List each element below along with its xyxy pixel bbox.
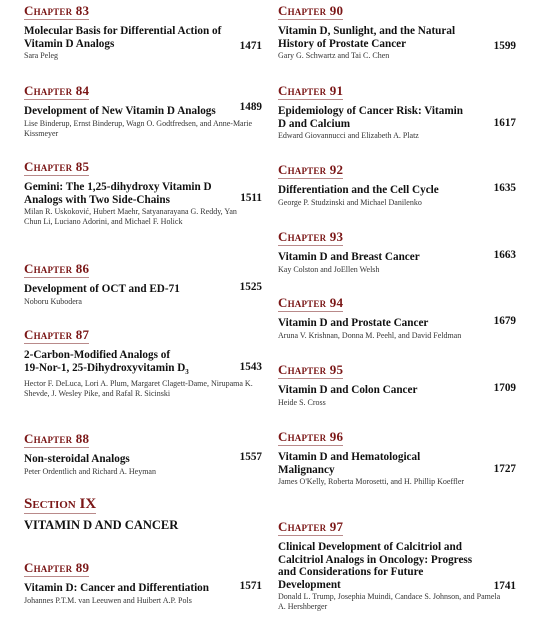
chapter-page: 1599 — [493, 40, 516, 52]
chapter-page: 1557 — [239, 451, 262, 463]
chapter-label: Chapter 97 — [278, 519, 344, 534]
chapter-authors: Edward Giovannucci and Elizabeth A. Platz — [278, 131, 419, 141]
chapter-title[interactable]: Vitamin D, Sunlight, and the Natural History of Prostate Cancer — [278, 25, 456, 50]
chapter-page: 1617 — [493, 117, 516, 129]
chapter-label: Chapter 93 — [278, 229, 344, 244]
toc-entry-chapter-92[interactable] — [278, 163, 516, 208]
chapter-label: Chapter 87 — [24, 327, 90, 342]
chapter-authors: Milan R. Uskoković, Hubert Maehr, Satyanarayana G. Reddy, Yan Chun Li, Luciano Adorini, and Michael F. Holick — [24, 207, 237, 227]
toc-entry-chapter-91[interactable] — [278, 84, 516, 141]
toc-entry-chapter-89[interactable] — [24, 561, 262, 606]
chapter-authors: Kay Colston and JoEllen Welsh — [278, 264, 380, 274]
toc-entry-chapter-87[interactable] — [24, 328, 262, 399]
toc-entry-chapter-90[interactable] — [278, 4, 516, 61]
chapter-label: Chapter 92 — [278, 162, 344, 177]
section-title: VITAMIN D AND CANCER — [24, 518, 179, 532]
chapter-label: Chapter 88 — [24, 431, 90, 446]
chapter-authors: Aruna V. Krishnan, Donna M. Peehl, and David Feldman — [278, 330, 462, 340]
toc-entry-chapter-97[interactable] — [278, 520, 516, 612]
chapter-title[interactable]: Vitamin D: Cancer and Differentiation — [24, 582, 209, 594]
chapter-page: 1727 — [493, 463, 516, 475]
toc-entry-chapter-93[interactable] — [278, 230, 516, 275]
chapter-title[interactable]: Vitamin D and Prostate Cancer — [278, 317, 429, 329]
chapter-authors: Sara Peleg — [24, 51, 58, 61]
toc-entry-chapter-88[interactable] — [24, 432, 262, 477]
chapter-title[interactable]: Vitamin D and Breast Cancer — [278, 251, 420, 263]
chapter-label: Chapter 96 — [278, 429, 344, 444]
chapter-authors: Peter Ordentlich and Richard A. Heyman — [24, 466, 156, 476]
toc-entry-chapter-96[interactable] — [278, 430, 516, 487]
chapter-page: 1571 — [239, 580, 262, 592]
chapter-page: 1635 — [493, 182, 516, 194]
section-heading — [24, 496, 262, 532]
toc-entry-chapter-94[interactable] — [278, 296, 516, 341]
chapter-title[interactable]: Epidemiology of Cancer Risk: Vitamin D and Calcium — [278, 105, 464, 130]
chapter-label: Chapter 85 — [24, 159, 90, 174]
chapter-authors: Lise Binderup, Ernst Binderup, Wagn O. Godtfredsen, and Anne-Marie Kissmeyer — [24, 118, 253, 138]
chapter-authors: Gary G. Schwartz and Tai C. Chen — [278, 51, 390, 61]
chapter-title[interactable]: Molecular Basis for Differential Action of Vitamin D Analogs — [24, 25, 222, 50]
chapter-authors: Johannes P.T.M. van Leeuwen and Huibert A.P. Pols — [24, 595, 192, 605]
chapter-page: 1663 — [493, 249, 516, 261]
chapter-label: Chapter 86 — [24, 261, 90, 276]
chapter-page: 1489 — [239, 101, 262, 113]
section-label: Section IX — [24, 496, 97, 512]
chapter-page: 1741 — [493, 580, 516, 592]
chapter-page: 1709 — [493, 382, 516, 394]
toc-entry-chapter-85[interactable] — [24, 160, 262, 227]
chapter-title[interactable]: Vitamin D and Colon Cancer — [278, 384, 418, 396]
chapter-page: 1525 — [239, 281, 262, 293]
chapter-authors: Hector F. DeLuca, Lori A. Plum, Margaret Clagett-Dame, Nirupama K. Shevde, J. Wesley Pike, and Rafal R. Sicinski — [24, 379, 253, 399]
chapter-label: Chapter 89 — [24, 560, 90, 575]
chapter-title[interactable]: 2-Carbon-Modified Analogs of 19-Nor-1, 25-Dihydroxyvitamin $D_3$ — [24, 349, 189, 376]
chapter-page: 1511 — [240, 192, 262, 204]
chapter-title[interactable]: Development of OCT and ED-71 — [24, 283, 180, 295]
toc-entry-chapter-86[interactable] — [24, 262, 262, 307]
chapter-title[interactable]: Non-steroidal Analogs — [24, 453, 130, 465]
chapter-label: Chapter 94 — [278, 295, 344, 310]
chapter-page: 1471 — [239, 40, 262, 52]
chapter-authors: James O'Kelly, Roberta Morosetti, and H. Phillip Koeffler — [278, 477, 465, 487]
chapter-label: Chapter 84 — [24, 83, 90, 98]
chapter-page: 1679 — [493, 315, 516, 327]
chapter-title[interactable]: Gemini: The 1,25-dihydroxy Vitamin D Analogs with Two Side-Chains — [24, 181, 212, 206]
chapter-title[interactable]: Differentiation and the Cell Cycle — [278, 184, 439, 196]
toc-entry-chapter-95[interactable] — [278, 363, 516, 408]
chapter-page: 1543 — [239, 361, 262, 373]
chapter-authors: Noboru Kubodera — [24, 296, 82, 306]
chapter-label: Chapter 95 — [278, 362, 344, 377]
chapter-authors: Heide S. Cross — [278, 397, 326, 407]
toc-entry-chapter-83[interactable] — [24, 4, 262, 61]
chapter-label: Chapter 83 — [24, 3, 90, 18]
chapter-title[interactable]: Vitamin D and Hematological Malignancy — [278, 451, 421, 476]
chapter-authors: George P. Studzinski and Michael Danilenko — [278, 197, 422, 207]
chapter-label: Chapter 90 — [278, 3, 344, 18]
chapter-label: Chapter 91 — [278, 83, 344, 98]
chapter-title[interactable]: Clinical Development of Calcitriol and Calcitriol Analogs in Oncology: Progress and Considerations for Future Development — [278, 541, 473, 591]
chapter-title[interactable]: Development of New Vitamin D Analogs — [24, 105, 216, 117]
toc-entry-chapter-84[interactable] — [24, 84, 262, 139]
chapter-authors: Donald L. Trump, Josephia Muindi, Candace S. Johnson, and Pamela A. Hershberger — [278, 592, 501, 612]
